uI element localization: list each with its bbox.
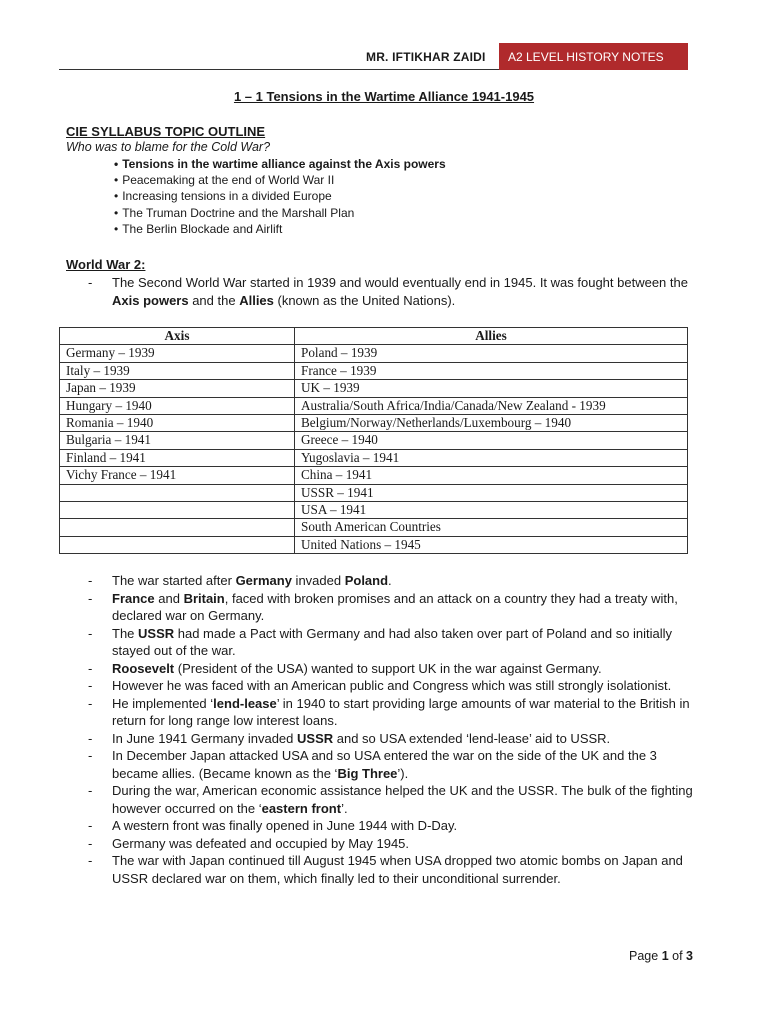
- axis-cell: Romania – 1940: [60, 415, 295, 432]
- table-row: [60, 484, 688, 501]
- bullet-icon: •: [114, 205, 119, 220]
- bullet-icon: •: [114, 173, 119, 188]
- note-item: [88, 695, 700, 730]
- outline-item-text: The Truman Doctrine and the Marshall Plan: [122, 205, 355, 220]
- bold-term: Poland: [344, 573, 389, 588]
- outline-item: [114, 188, 446, 204]
- column-header-axis: Axis: [60, 328, 295, 345]
- axis-cell: Hungary – 1940: [60, 397, 295, 414]
- allies-cell: Belgium/Norway/Netherlands/Luxembourg – 1940: [295, 415, 688, 432]
- text-run: invaded: [291, 573, 345, 588]
- allies-cell: China – 1941: [295, 467, 688, 484]
- dash-marker: -: [88, 835, 93, 851]
- outline-item: [114, 205, 446, 221]
- axis-cell: Germany – 1939: [60, 345, 295, 362]
- axis-cell: Italy – 1939: [60, 362, 295, 379]
- dash-marker: -: [88, 625, 93, 641]
- outline-item-text: Peacemaking at the end of World War II: [122, 173, 335, 188]
- bullet-icon: •: [114, 157, 119, 171]
- allies-cell: Australia/South Africa/India/Canada/New Zealand - 1939: [295, 397, 688, 414]
- axis-allies-table: [59, 327, 688, 554]
- allies-cell: United Nations – 1945: [295, 536, 688, 553]
- outline-item: [114, 172, 446, 188]
- text-run: (President of the USA) wanted to support UK in the war against Germany.: [174, 660, 602, 676]
- outline-item-text: The Berlin Blockade and Airlift: [122, 221, 283, 236]
- table-row: [60, 345, 688, 362]
- allies-cell: South American Countries: [295, 519, 688, 536]
- text-run: In December Japan attacked USA and so USA entered the war on the side of the UK and the 3 became allies. (Became known as the ‘: [112, 748, 657, 781]
- allies-cell: USSR – 1941: [295, 484, 688, 501]
- table-row: [60, 415, 688, 432]
- axis-cell: Japan – 1939: [60, 380, 295, 397]
- text-run: The Second World War started in 1939 and would eventually end in 1945. It was fought between the: [112, 275, 688, 290]
- dash-marker: -: [88, 818, 93, 833]
- table-header-row: [60, 328, 688, 345]
- text-run: and so USA extended ‘lend-lease’ aid to USSR.: [333, 730, 611, 746]
- bold-term: Roosevelt: [112, 660, 175, 676]
- allies-cell: France – 1939: [295, 362, 688, 379]
- note-item: [88, 572, 700, 590]
- axis-cell: Vichy France – 1941: [60, 467, 295, 484]
- page-total: 3: [686, 949, 693, 963]
- note-item: [88, 817, 700, 835]
- allies-cell: Greece – 1940: [295, 432, 688, 449]
- dash-marker: -: [88, 783, 93, 798]
- outline-item: [114, 221, 446, 237]
- header-badge: [499, 43, 688, 70]
- text-run: .: [388, 573, 392, 588]
- text-run: ’).: [397, 765, 409, 781]
- note-item: [88, 747, 700, 782]
- ww2-heading: World War 2:: [66, 257, 146, 272]
- note-item: [88, 852, 700, 887]
- note-item: [88, 660, 700, 678]
- text-run: He implemented ‘: [112, 695, 214, 711]
- text-run: (known as the United Nations).: [273, 292, 456, 308]
- table-row: [60, 449, 688, 466]
- bullet-icon: •: [114, 189, 119, 204]
- text-run: had made a Pact with Germany and had also taken over part of Poland and so initially stayed out of the war.: [112, 625, 673, 658]
- bold-term: France: [112, 590, 155, 606]
- note-item: [88, 782, 700, 817]
- text-run: Germany was defeated and occupied by May 1945.: [112, 835, 410, 851]
- axis-cell: Bulgaria – 1941: [60, 432, 295, 449]
- bold-term: Axis powers: [112, 292, 189, 308]
- table-row: [60, 536, 688, 553]
- page-word: Page: [629, 949, 659, 963]
- note-item: [88, 677, 700, 695]
- axis-cell: Finland – 1941: [60, 449, 295, 466]
- dash-marker: -: [88, 678, 93, 693]
- text-run: In June 1941 Germany invaded: [112, 730, 298, 746]
- allies-cell: Poland – 1939: [295, 345, 688, 362]
- dash-marker: -: [88, 573, 93, 588]
- axis-cell: [60, 536, 295, 553]
- outline-item: [114, 156, 446, 172]
- document-title: 1 – 1 Tensions in the Wartime Alliance 1941-1945: [233, 89, 535, 104]
- bold-term: USSR: [138, 625, 175, 641]
- page-of-word: of: [672, 949, 683, 963]
- header-author: MR. IFTIKHAR ZAIDI: [366, 50, 486, 64]
- syllabus-heading: CIE SYLLABUS TOPIC OUTLINE: [66, 124, 266, 139]
- dash-marker: -: [88, 695, 93, 711]
- axis-cell: [60, 502, 295, 519]
- column-header-allies: Allies: [295, 328, 688, 345]
- dash-marker: -: [88, 275, 93, 290]
- bold-term: eastern front: [261, 800, 342, 816]
- text-run: During the war, American economic assistance helped the UK and the USSR. The bulk of the fighting however occurred on the ‘: [112, 783, 693, 816]
- ww2-intro-list: [88, 274, 700, 309]
- allies-cell: USA – 1941: [295, 502, 688, 519]
- dash-marker: -: [88, 660, 93, 676]
- page-current: 1: [661, 949, 669, 963]
- dash-marker: -: [88, 853, 93, 868]
- table-row: [60, 519, 688, 536]
- header-badge-label: A2 LEVEL HISTORY NOTES: [508, 49, 664, 64]
- bold-term: Germany: [235, 573, 292, 588]
- note-item: [88, 590, 700, 625]
- note-item: [88, 730, 700, 748]
- text-run: The war with Japan continued till August 1945 when USA dropped two atomic bombs on Japan and USSR declared war on them, which finally led to their unconditional surrender.: [112, 853, 683, 886]
- bold-term: lend-lease: [213, 695, 277, 711]
- header-divider: [59, 69, 499, 70]
- text-run: ’ in 1940 to start providing large amounts of war material to the British in return for long range low interest loans.: [112, 695, 690, 728]
- text-run: and: [154, 590, 184, 606]
- syllabus-outline-list: [114, 156, 446, 237]
- text-run: and the: [188, 292, 240, 308]
- text-run: However he was faced with an American public and Congress which was still strongly isolationist.: [112, 678, 672, 693]
- outline-item-text: Tensions in the wartime alliance against the Axis powers: [122, 157, 446, 171]
- note-item: [88, 625, 700, 660]
- text-run: ’.: [341, 800, 348, 816]
- dash-marker: -: [88, 730, 93, 746]
- page-number: [629, 949, 693, 963]
- dash-marker: -: [88, 590, 93, 606]
- ww2-intro-item: [88, 274, 700, 309]
- bullet-icon: •: [114, 221, 119, 236]
- note-item: [88, 835, 700, 853]
- dash-marker: -: [88, 748, 93, 763]
- bold-term: Big Three: [337, 765, 398, 781]
- bold-term: Allies: [239, 292, 274, 308]
- text-run: A western front was finally opened in June 1944 with D-Day.: [112, 818, 458, 833]
- syllabus-question: Who was to blame for the Cold War?: [66, 140, 271, 154]
- outline-item-text: Increasing tensions in a divided Europe: [122, 189, 332, 204]
- table-row: [60, 432, 688, 449]
- table-row: [60, 502, 688, 519]
- axis-cell: [60, 484, 295, 501]
- text-run: , faced with broken promises and an attack on a country they had a treaty with, declared war on Germany.: [112, 590, 678, 623]
- axis-cell: [60, 519, 295, 536]
- text-run: The: [112, 625, 139, 641]
- bold-term: Britain: [183, 590, 225, 606]
- war-notes-list: [88, 572, 700, 887]
- table-row: [60, 362, 688, 379]
- text-run: The war started after: [112, 573, 236, 588]
- allies-cell: Yugoslavia – 1941: [295, 449, 688, 466]
- table-row: [60, 380, 688, 397]
- bold-term: USSR: [297, 730, 334, 746]
- allies-cell: UK – 1939: [295, 380, 688, 397]
- table-row: [60, 397, 688, 414]
- table-row: [60, 467, 688, 484]
